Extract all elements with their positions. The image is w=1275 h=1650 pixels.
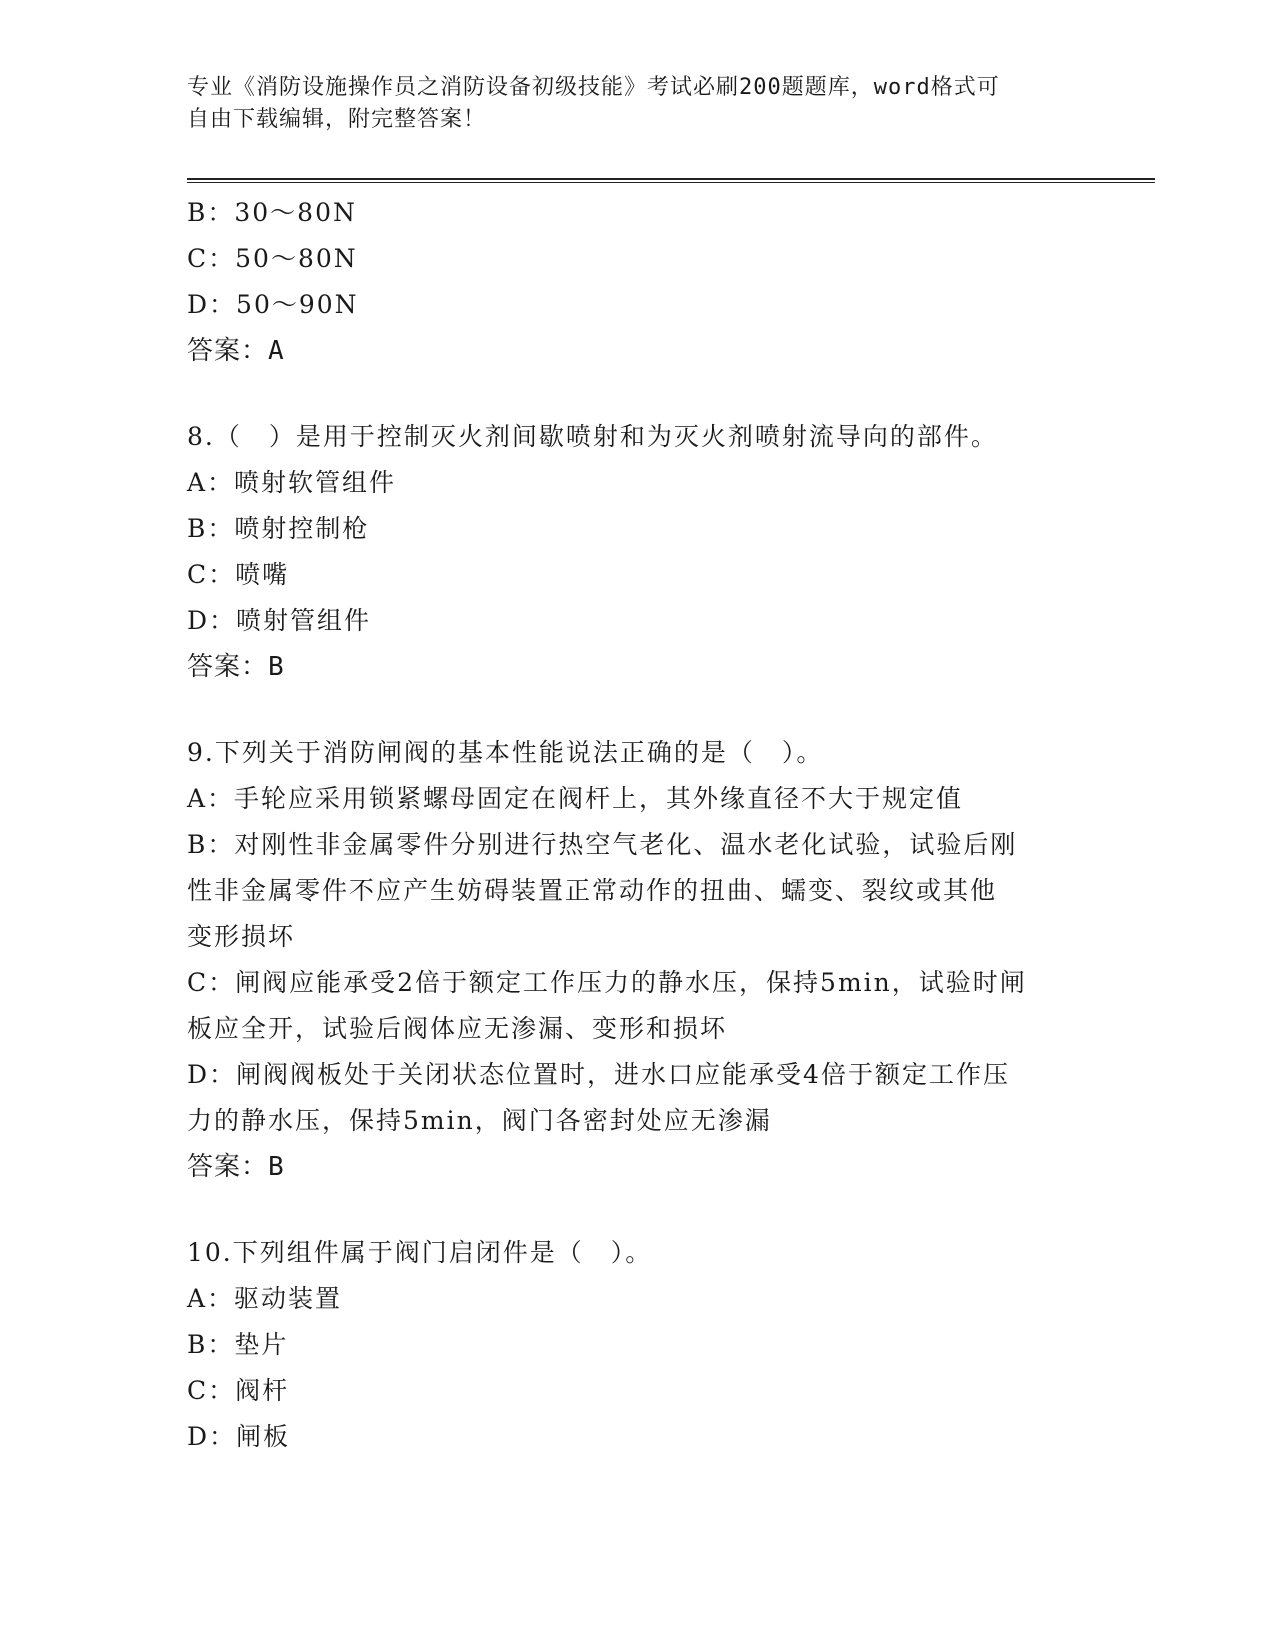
q8-stem: 8.（ ）是用于控制灭火剂间歇喷射和为灭火剂喷射流导向的部件。 (187, 422, 998, 451)
q9-option-b-line-1: B：对刚性非金属零件分别进行热空气老化、温水老化试验，试验后刚 (187, 830, 1018, 859)
document-header (187, 72, 1087, 136)
q10-option-b: B：垫片 (187, 1330, 289, 1359)
q8-option-d: D：喷射管组件 (187, 606, 372, 635)
q7-option-d: D：50～90N (187, 290, 359, 319)
q9-option-a: A：手轮应采用锁紧螺母固定在阀杆上，其外缘直径不大于规定值 (187, 784, 964, 813)
q10-option-a: A：驱动装置 (187, 1284, 343, 1313)
header-line-1: 专业《消防设施操作员之消防设备初级技能》考试必刷200题题库，word格式可 (187, 75, 1000, 100)
q10-option-d: D：闸板 (187, 1422, 291, 1451)
q10-option-c: C：阀杆 (187, 1376, 290, 1405)
question-9 (187, 730, 1087, 1190)
q8-option-b: B：喷射控制枪 (187, 514, 370, 543)
q9-option-d-line-1: D：闸阀阀板处于关闭状态位置时，进水口应能承受4倍于额定工作压 (187, 1060, 1010, 1089)
header-rule-thin (187, 182, 1155, 183)
q9-stem: 9.下列关于消防闸阀的基本性能说法正确的是（ ）。 (187, 738, 824, 767)
q8-option-c: C：喷嘴 (187, 560, 290, 589)
q7-answer: 答案：A (187, 336, 285, 366)
q9-option-b-line-3: 变形损坏 (187, 922, 296, 951)
q9-answer: 答案：B (187, 1152, 285, 1182)
header-line-2: 自由下载编辑，附完整答案！ (187, 107, 487, 132)
q9-option-c-line-1: C：闸阀应能承受2倍于额定工作压力的静水压，保持5min，试验时闸 (187, 968, 1027, 997)
question-8 (187, 414, 1087, 690)
q7-option-b: B：30～80N (187, 198, 357, 227)
document-body (187, 190, 1087, 1460)
question-10 (187, 1230, 1087, 1460)
header-rule-thick (187, 178, 1155, 180)
q9-option-b-line-2: 性非金属零件不应产生妨碍装置正常动作的扭曲、蠕变、裂纹或其他 (187, 876, 998, 905)
q9-option-c-line-2: 板应全开，试验后阀体应无渗漏、变形和损坏 (187, 1014, 728, 1043)
question-7-tail (187, 190, 1087, 374)
q8-answer: 答案：B (187, 652, 285, 682)
q7-option-c: C：50～80N (187, 244, 358, 273)
q8-option-a: A：喷射软管组件 (187, 468, 397, 497)
q9-option-d-line-2: 力的静水压，保持5min，阀门各密封处应无渗漏 (187, 1106, 772, 1135)
q10-stem: 10.下列组件属于阀门启闭件是（ ）。 (187, 1238, 653, 1267)
